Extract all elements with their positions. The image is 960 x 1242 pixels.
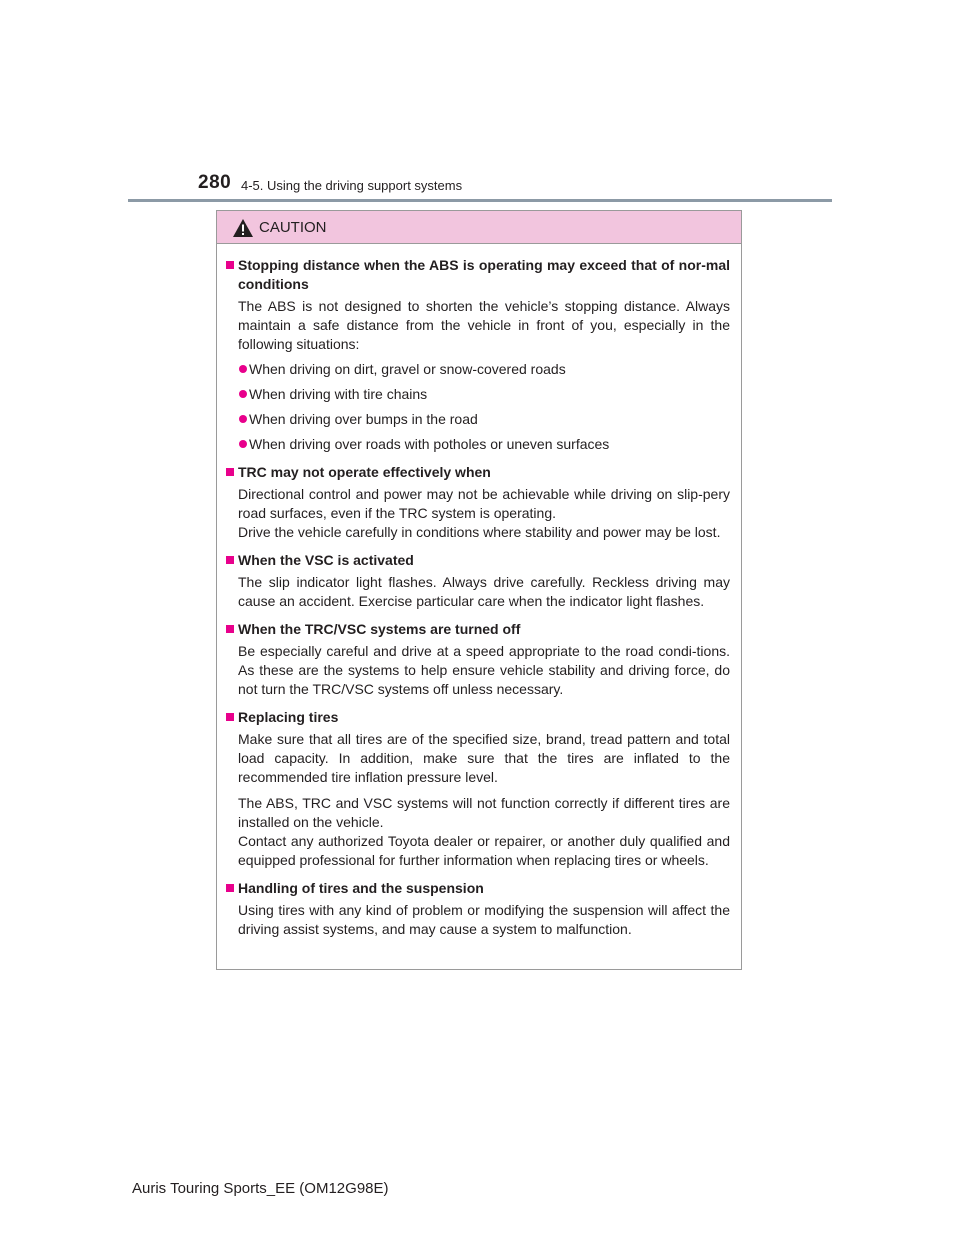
item-paragraph: The slip indicator light flashes. Always drive carefully. Reckless driving may cause an accident. Exercise particular care when the indicator light flashes. — [238, 574, 730, 609]
list-item: When driving on dirt, gravel or snow-covered roads — [228, 360, 730, 379]
item-heading: When the TRC/VSC systems are turned off — [228, 620, 730, 639]
square-bullet-icon — [226, 713, 234, 721]
page-number: 280 — [198, 172, 232, 193]
footer-manual-id: Auris Touring Sports_EE (OM12G98E) — [132, 1180, 389, 1197]
caution-box — [216, 210, 742, 970]
square-bullet-icon — [226, 468, 234, 476]
square-bullet-icon — [226, 261, 234, 269]
round-bullet-icon — [239, 365, 247, 373]
item-paragraph: The ABS, TRC and VSC systems will not function correctly if different tires are installed on the vehicle. Contact any authorized Toyota dealer or repairer, or another duly qualified and equipped professional for further information when replacing tires or wheels. — [238, 795, 730, 868]
item-heading: Replacing tires — [228, 708, 730, 727]
item-paragraph: Directional control and power may not be achievable while driving on slip-pery road surfaces, even if the TRC system is operating. Drive the vehicle carefully in conditions where stability and power may be lost. — [238, 486, 730, 540]
square-bullet-icon — [226, 884, 234, 892]
list-item: When driving with tire chains — [228, 385, 730, 404]
section-title: 4-5. Using the driving support systems — [241, 178, 463, 193]
caution-item-vsc — [228, 551, 730, 611]
square-bullet-icon — [226, 625, 234, 633]
caution-item-tires-suspension — [228, 879, 730, 939]
warning-triangle-icon — [232, 218, 254, 238]
item-heading: Stopping distance when the ABS is operating may exceed that of nor-mal conditions — [228, 256, 730, 294]
caution-header — [217, 211, 741, 244]
round-bullet-icon — [239, 440, 247, 448]
header-rule — [128, 199, 832, 202]
item-heading: Handling of tires and the suspension — [228, 879, 730, 898]
item-paragraph: Using tires with any kind of problem or modifying the suspension will affect the driving assist systems, and may cause a system to malfunction. — [238, 902, 730, 937]
round-bullet-icon — [239, 415, 247, 423]
item-heading: TRC may not operate effectively when — [228, 463, 730, 482]
caution-content — [217, 244, 741, 939]
item-heading: When the VSC is activated — [228, 551, 730, 570]
list-item: When driving over bumps in the road — [228, 410, 730, 429]
caution-item-trc — [228, 463, 730, 542]
caution-item-abs — [228, 256, 730, 454]
item-paragraph: Be especially careful and drive at a speed appropriate to the road condi-tions. As these are the systems to help ensure vehicle stability and driving force, do not turn the TRC/VSC systems off unless necessary. — [238, 643, 730, 697]
caution-label: CAUTION — [259, 219, 327, 236]
caution-item-replacing-tires — [228, 708, 730, 870]
list-item: When driving over roads with potholes or uneven surfaces — [228, 435, 730, 454]
square-bullet-icon — [226, 556, 234, 564]
item-paragraph: The ABS is not designed to shorten the vehicle’s stopping distance. Always maintain a safe distance from the vehicle in front of you, especially in the following situations: — [238, 298, 730, 352]
caution-item-trc-vsc-off — [228, 620, 730, 699]
round-bullet-icon — [239, 390, 247, 398]
item-paragraph: Make sure that all tires are of the specified size, brand, tread pattern and total load capacity. In addition, make sure that the tires are inflated to the recommended tire inflation pressure level. — [238, 731, 730, 785]
